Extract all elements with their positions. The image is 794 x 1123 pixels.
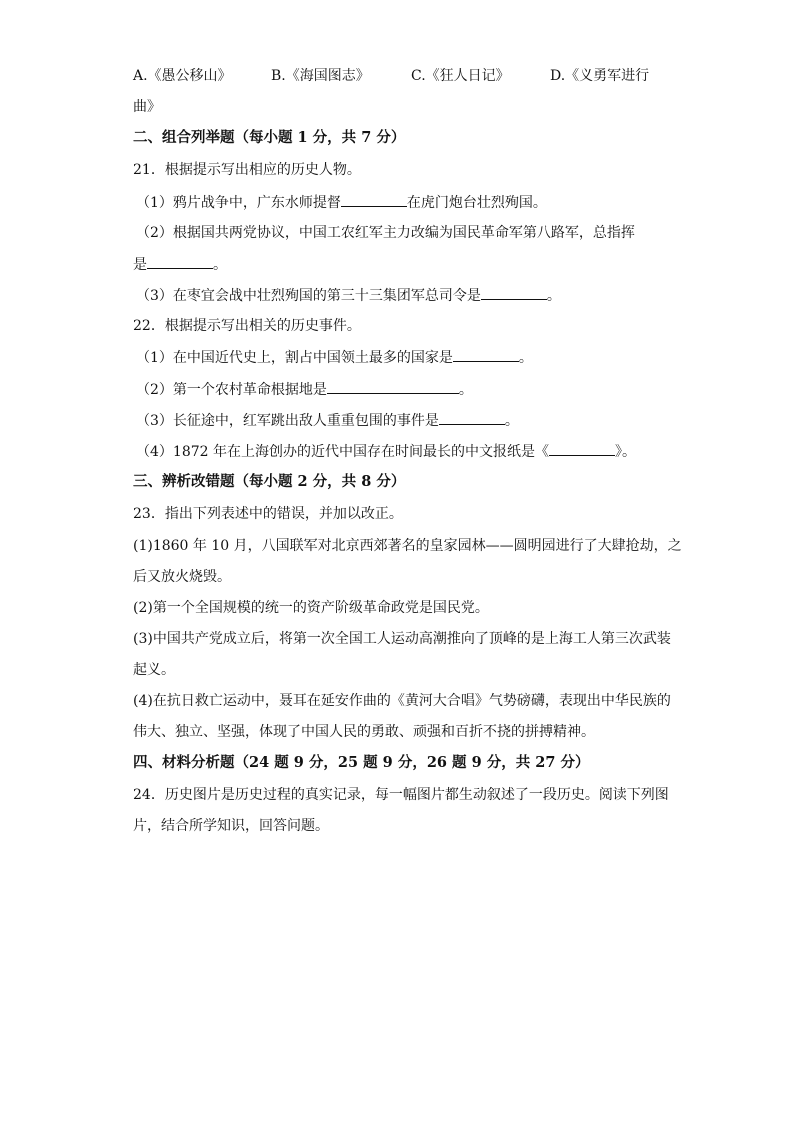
option-b: B.《海国图志》 xyxy=(271,68,370,84)
q21-item-1-post: 在虎门炮台壮烈殉国。 xyxy=(406,195,547,211)
q23-item-3-line-2: 起义。 xyxy=(133,662,175,678)
option-c: C.《狂人日记》 xyxy=(411,68,510,84)
q22-item-3-pre: （3）长征途中，红军跳出敌人重重包围的事件是 xyxy=(136,413,439,429)
q23-item-2: (2)第一个全国规模的统一的资产阶级革命政党是国民党。 xyxy=(133,600,489,616)
option-d: D.《义勇军进行 xyxy=(550,68,650,84)
section-2-heading: 二、组合列举题（每小题 1 分，共 7 分） xyxy=(133,129,406,146)
q21-item-2-post: 。 xyxy=(213,257,227,273)
answer-blank[interactable] xyxy=(327,379,459,394)
q21-item-3 xyxy=(136,285,676,306)
q21-item-1-pre: （1）鸦片战争中，广东水师提督 xyxy=(136,195,341,211)
q23-item-3-line-1: (3)中国共产党成立后，将第一次全国工人运动高潮推向了顶峰的是上海工人第三次武装 xyxy=(133,631,671,647)
q22-item-4 xyxy=(136,441,676,462)
q24-line-2: 片，结合所学知识，回答问题。 xyxy=(133,818,329,834)
answer-blank[interactable] xyxy=(453,347,519,362)
answer-blank[interactable] xyxy=(341,192,407,207)
q23-item-4-line-2: 伟大、独立、坚强，体现了中国人民的勇敢、顽强和百折不挠的拼搏精神。 xyxy=(133,724,595,740)
q23-item-1-line-2: 后又放火烧毁。 xyxy=(133,569,231,585)
answer-blank[interactable] xyxy=(481,285,547,300)
q21-stem: 21．根据提示写出相应的历史人物。 xyxy=(133,162,361,178)
q23-item-4-line-1: (4)在抗日救亡运动中，聂耳在延安作曲的《黄河大合唱》气势磅礴，表现出中华民族的 xyxy=(133,693,671,709)
section-3-heading: 三、辨析改错题（每小题 2 分，共 8 分） xyxy=(133,473,406,490)
q24-line-1: 24．历史图片是历史过程的真实记录，每一幅图片都生动叙述了一段历史。阅读下列图 xyxy=(133,787,669,803)
q22-item-2-pre: （2）第一个农村革命根据地是 xyxy=(136,382,327,398)
q21-item-2: （2）根据国共两党协议，中国工农红军主力改编为国民革命军第八路军，总指挥 xyxy=(136,225,635,241)
q21-item-1 xyxy=(136,192,676,213)
q22-item-2 xyxy=(136,379,676,400)
q22-item-1 xyxy=(136,347,676,368)
q22-item-4-post: 》。 xyxy=(615,444,636,460)
q21-item-2-cont-text: 是 xyxy=(133,257,147,273)
answer-blank[interactable] xyxy=(549,441,615,456)
answer-blank[interactable] xyxy=(147,254,213,269)
q22-item-1-pre: （1）在中国近代史上，割占中国领土最多的国家是 xyxy=(136,350,453,366)
q23-stem: 23．指出下列表述中的错误，并加以改正。 xyxy=(133,506,403,522)
q22-stem: 22．根据提示写出相关的历史事件。 xyxy=(133,318,361,334)
q21-item-3-pre: （3）在枣宜会战中壮烈殉国的第三十三集团军总司令是 xyxy=(136,288,481,304)
section-4-heading: 四、材料分析题（24 题 9 分，25 题 9 分，26 题 9 分，共 27 分） xyxy=(133,754,590,771)
q21-item-2-cont xyxy=(133,254,673,275)
q22-item-3-post: 。 xyxy=(504,413,519,429)
q22-item-2-post: 。 xyxy=(458,382,473,398)
q22-item-3 xyxy=(136,410,676,431)
q21-item-3-post: 。 xyxy=(546,288,561,304)
option-d-continuation: 曲》 xyxy=(133,99,161,115)
option-a: A.《愚公移山》 xyxy=(133,68,232,84)
q22-item-4-pre: （4）1872 年在上海创办的近代中国存在时间最长的中文报纸是《 xyxy=(136,444,549,460)
q23-item-1-line-1: (1)1860 年 10 月，八国联军对北京西郊著名的皇家园林——圆明园进行了大肆抢劫，之 xyxy=(133,538,682,554)
answer-blank[interactable] xyxy=(439,410,505,425)
q22-item-1-post: 。 xyxy=(518,350,533,366)
